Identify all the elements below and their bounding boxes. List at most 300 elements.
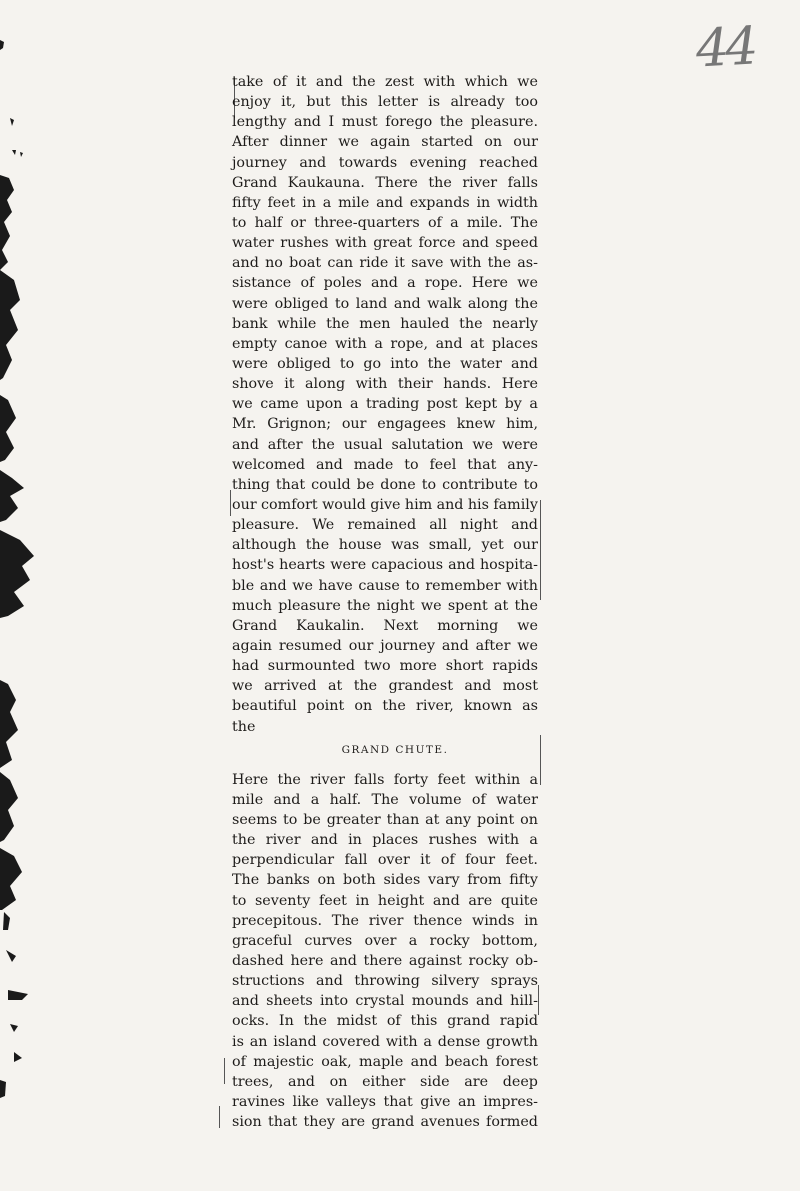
word: expands [409,194,470,211]
word: the [382,698,406,715]
word: the [514,295,538,312]
word: perpendicular [232,852,335,869]
text-line [232,676,538,696]
word: go [363,355,382,372]
text-line [232,153,538,173]
word: mile [338,194,370,211]
word: sion [232,1114,262,1131]
word: engagees [377,416,446,433]
margin-rule [219,1106,220,1128]
word: there [363,953,403,970]
text-line [232,911,538,931]
word: is [428,94,441,111]
text-line [232,696,538,716]
text-line [232,891,538,911]
word: a [408,932,418,949]
text-line [232,435,538,455]
word: our [513,537,538,554]
word: is [232,1033,244,1050]
word: arrived [264,678,317,695]
word: the [487,255,512,272]
word: mounds [411,993,469,1010]
word: of [427,214,442,231]
word: and [376,194,403,211]
word: either [362,1073,406,1090]
word: forty [393,771,429,788]
word: host's [232,557,275,574]
word: yet [481,537,504,554]
margin-rule [224,1058,225,1084]
word: The [331,912,360,929]
word: ocks. [232,1013,270,1030]
word: force [418,235,456,252]
word: as [522,698,538,715]
word: ob- [515,953,538,970]
word: feet [267,194,296,211]
word: our [348,637,374,654]
text-line [232,314,538,334]
word: Mr. [232,416,257,433]
word: point [476,812,515,829]
word: a [407,275,416,292]
word: and [330,953,357,970]
word: within [474,771,521,788]
word: a [322,194,332,211]
word: knew [456,416,496,433]
word: thence [413,912,463,929]
word: side [420,1073,450,1090]
text-line [232,374,538,394]
word: any- [507,456,538,473]
word: although [232,537,297,554]
word: men [359,315,391,332]
word: made [353,456,394,473]
word: in [302,194,316,211]
word: letter [378,94,418,111]
word: bank [232,315,268,332]
word: his [467,496,489,513]
word: with [335,235,367,252]
word: resumed [278,637,342,654]
word: at [425,812,440,829]
word: ravines [232,1094,286,1111]
word: obliged [277,355,331,372]
word: usual [343,436,383,453]
word: while [277,315,317,332]
text-line [232,656,538,676]
word: There [375,174,418,191]
word: in [524,912,538,929]
word: from [467,872,502,889]
word: on [520,812,538,829]
word: curves [304,932,353,949]
word: shove [232,376,274,393]
text-line [232,495,538,515]
text-line [232,850,538,870]
word: Here [232,771,269,788]
word: could [311,476,351,493]
word: the [352,74,376,90]
word: we [517,617,538,634]
text-line [232,1032,538,1052]
text-line [232,535,538,555]
word: again [370,134,411,151]
word: had [232,658,259,675]
word: boat [289,255,322,272]
word: no [265,255,283,272]
word: height [377,892,425,909]
word: Grand [232,174,278,191]
word: it [420,852,431,869]
word: of [386,1013,401,1030]
text-line [232,870,538,890]
word: hearts [279,557,326,574]
article-column [232,72,538,1132]
word: and [316,973,343,990]
word: along [467,295,508,312]
word: We [312,517,335,534]
word: hauled [400,315,450,332]
text-line [232,810,538,830]
word: Kaukalin. [296,617,365,634]
word: morning [437,617,499,634]
word: fifty [232,194,261,211]
word: and [464,678,492,695]
text-line [232,1072,538,1092]
text-line [232,354,538,374]
word: we [292,577,313,594]
word: a [529,771,538,788]
word: to [232,214,247,231]
word: into [390,355,419,372]
text-line [232,475,538,495]
word: to [523,476,538,493]
text-line [232,770,538,790]
word: of [440,852,455,869]
word: are [464,1073,489,1090]
word: an [458,1094,476,1111]
word: hospita- [479,557,538,574]
section-heading: GRAND CHUTE. [341,743,449,756]
word: house [338,537,382,554]
word: over [377,852,410,869]
word: post [426,396,458,413]
word: than [386,812,420,829]
word: both [343,872,376,889]
word: dinner [279,134,328,151]
word: land [355,295,388,312]
word: river [265,832,301,849]
word: and [462,235,489,252]
word: falls [354,771,385,788]
word: hill- [510,993,538,1010]
word: or [290,214,306,231]
word: in [476,194,491,211]
word: too [514,94,538,111]
word: pleasure. [232,517,300,534]
word: and [436,496,464,513]
word: have [318,577,353,594]
word: two [363,658,391,675]
word: fifty [509,872,538,889]
word: point [306,698,345,715]
word: we [338,134,359,151]
text-line [232,636,538,656]
word: and [315,456,343,473]
word: formed [486,1114,538,1131]
text-line [232,455,538,475]
word: deep [502,1073,538,1090]
word: graceful [232,932,293,949]
text-line [232,616,538,636]
word: again [232,637,272,654]
word: ble [232,577,255,594]
word: we [232,396,253,413]
word: and [448,557,475,574]
word: beach [444,1053,489,1070]
word: and [435,335,463,352]
word: a [529,396,538,413]
word: it [394,255,405,272]
word: structions [232,973,305,990]
word: width [497,194,538,211]
word: more [399,658,437,675]
word: pleasure [278,597,341,614]
word: we [420,597,442,614]
paragraph-2 [232,770,538,1133]
word: which [464,74,508,90]
word: and [476,993,503,1010]
word: they [303,1114,335,1131]
word: a [374,335,383,352]
torn-paper-edge [0,0,40,1191]
word: lengthy [232,114,287,131]
word: and [232,436,259,453]
word: three-quarters [314,214,420,231]
word: water [496,791,538,808]
word: that [467,456,497,473]
text-line [232,1092,538,1112]
word: winds [472,912,515,929]
word: great [373,235,412,252]
word: quite [500,892,538,909]
text-line [232,576,538,596]
word: dense [437,1033,481,1050]
word: rope. [424,275,463,292]
word: this [410,1013,438,1030]
word: after [475,637,511,654]
word: I [328,114,335,131]
word: can [327,255,354,272]
word: we [517,637,538,654]
word: a [350,396,359,413]
word: and [310,832,338,849]
word: feet [437,771,466,788]
word: falls [507,174,538,191]
word: into [319,993,349,1010]
word: our [513,134,538,151]
word: but [306,94,331,111]
word: are [341,1114,366,1131]
word: and [371,275,398,292]
text-line [232,233,538,253]
word: greater [326,812,381,829]
text-line [232,394,538,414]
word: and [410,1053,438,1070]
word: feet. [505,852,538,869]
word: and [315,74,343,90]
word: to [405,577,420,594]
word: small, [428,537,472,554]
word: dashed [232,953,284,970]
word: comfort [261,496,318,513]
word: grand [447,1013,490,1030]
word: canoe [284,335,328,352]
word: obliged [274,295,329,312]
word: rapid [499,1013,538,1030]
word: to [404,456,419,473]
word: the [353,678,378,695]
text-line [232,132,538,152]
word: salutation [391,436,464,453]
word: banks [266,872,310,889]
word: to [334,295,350,312]
text-line [232,72,538,92]
word: river [368,912,404,929]
word: precepitous. [232,912,323,929]
word: growth [486,1033,538,1050]
word: a [450,214,459,231]
word: river [310,771,345,788]
word: with [423,74,456,90]
word: an [249,1033,268,1050]
word: and [511,355,538,372]
word: it [296,74,307,90]
word: valleys [326,1094,376,1111]
word: with [385,1033,418,1050]
word: a [529,832,538,849]
word: came [260,396,299,413]
word: and [393,295,421,312]
word: started [421,134,474,151]
word: Kaukauna. [287,174,365,191]
word: night [376,597,415,614]
word: we [232,678,253,695]
word: the [514,597,538,614]
word: in [355,892,370,909]
word: volume [409,791,462,808]
paragraph-1 [232,72,538,737]
word: welcomed [232,456,306,473]
word: the [232,832,256,849]
text-line [232,931,538,951]
word: ride [359,255,389,272]
word: at [328,678,343,695]
word: mile [232,791,264,808]
word: the [305,537,330,554]
word: short [445,658,484,675]
word: it, [281,94,297,111]
word: After [232,134,269,151]
word: we [517,275,538,292]
word: be [303,812,321,829]
word: spent [447,597,488,614]
word: their [397,376,433,393]
word: pleasure. [470,114,538,131]
word: done [380,476,416,493]
margin-rule [540,735,541,785]
word: at [470,335,485,352]
text-line [232,213,538,233]
word: feet [318,892,347,909]
word: night [460,517,498,534]
word: all [429,517,447,534]
word: mile. [466,214,503,231]
text-line [232,1011,538,1031]
word: give [420,1094,451,1111]
word: the [459,315,483,332]
word: against [408,953,462,970]
word: fall [344,852,368,869]
word: half [254,214,283,231]
text-line [232,193,538,213]
word: the [326,315,350,332]
word: along [305,376,346,393]
text-line [232,253,538,273]
word: to [232,892,247,909]
word: are [468,892,493,909]
word: that [383,1094,413,1111]
text-line [232,92,538,112]
word: towards [338,154,398,171]
word: covered [322,1033,381,1050]
word: much [232,597,272,614]
word: it [284,376,295,393]
word: of [232,1053,246,1070]
word: upon [306,396,343,413]
word: four [465,852,496,869]
word: majestic [253,1053,314,1070]
word: evening [409,154,467,171]
word: already [450,94,505,111]
word: here [290,953,324,970]
word: and [273,791,301,808]
text-line [232,555,538,575]
word: the [311,436,335,453]
word: walk [427,295,462,312]
word: on [484,134,503,151]
word: the [277,771,301,788]
word: kept [465,396,498,413]
word: island [273,1033,317,1050]
text-line [232,414,538,434]
text-line [232,294,538,314]
word: water [232,235,274,252]
word: trees, [232,1073,274,1090]
word: oak, [321,1053,352,1070]
word: rocky [429,932,470,949]
word: river, [416,698,454,715]
word: at [493,597,509,614]
word: half. [329,791,362,808]
word: speed [495,235,538,252]
word: over [364,932,397,949]
word: to [421,476,437,493]
word: of [471,791,486,808]
word: him [404,496,433,513]
text-line [232,515,538,535]
word: take [232,74,264,90]
